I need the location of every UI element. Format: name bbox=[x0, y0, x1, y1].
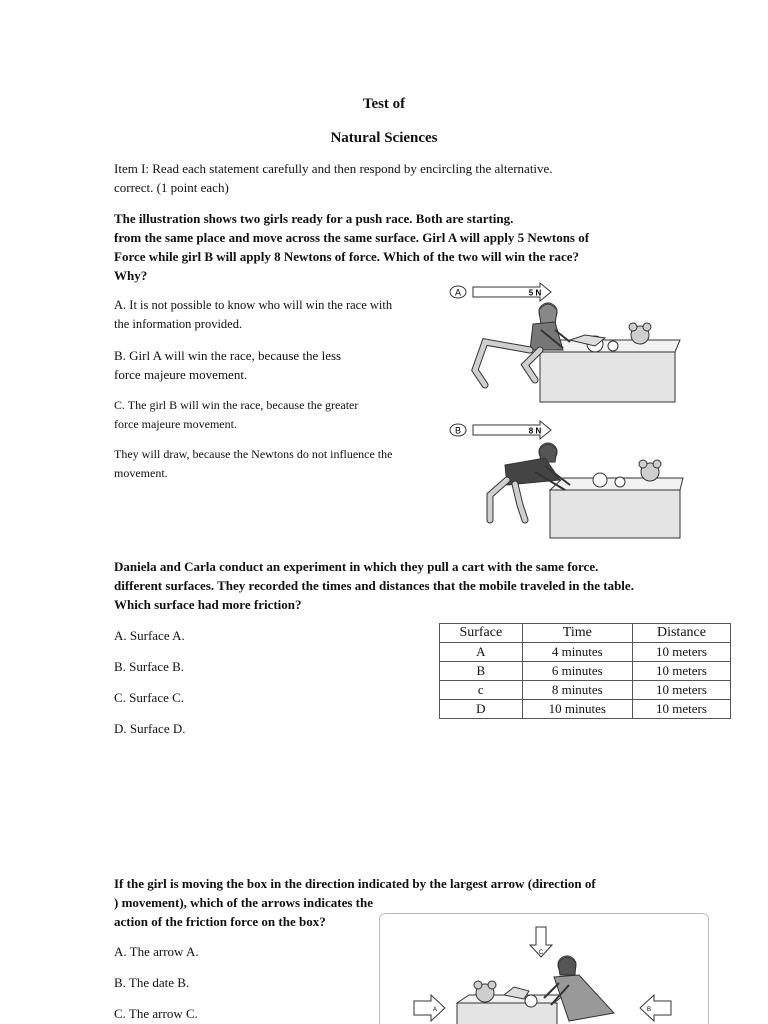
push-race-illustration bbox=[445, 280, 685, 540]
table-row bbox=[440, 700, 731, 719]
instructions bbox=[114, 159, 553, 197]
cell-time: 4 minutes bbox=[522, 643, 632, 662]
option-line: B. Girl A will win the race, because the less bbox=[114, 348, 342, 363]
q2-option-c[interactable]: C. Surface C. bbox=[114, 690, 185, 705]
stem-line: action of the friction force on the box? bbox=[114, 914, 326, 929]
cell-distance: 10 meters bbox=[632, 681, 730, 700]
cell-time: 10 minutes bbox=[522, 700, 632, 719]
stem-line: Which surface had more friction? bbox=[114, 597, 302, 612]
arrow-b-label: B bbox=[646, 1007, 652, 1013]
stem-line: different surfaces. They recorded the times and distances that the mobile traveled in the table. bbox=[114, 578, 634, 593]
table-header-row bbox=[440, 624, 731, 643]
stem-line: Why? bbox=[114, 268, 148, 283]
table-row bbox=[440, 643, 731, 662]
girl-a-drawing bbox=[475, 303, 680, 402]
arrow-a-force: 5 N bbox=[528, 288, 542, 298]
arrow-a-label: A bbox=[454, 287, 462, 298]
cell-distance: 10 meters bbox=[632, 662, 730, 681]
cell-surface: B bbox=[440, 662, 523, 681]
option-line: movement. bbox=[114, 466, 168, 480]
header-surface: Surface bbox=[440, 624, 523, 643]
table-row bbox=[440, 681, 731, 700]
option-line: the information provided. bbox=[114, 317, 243, 331]
stem-line: Daniela and Carla conduct an experiment in which they pull a cart with the same force. bbox=[114, 559, 599, 574]
girl-b-drawing bbox=[490, 443, 683, 538]
arrow-b bbox=[640, 995, 671, 1021]
q3-option-c[interactable]: C. The arrow C. bbox=[114, 1006, 198, 1021]
cell-surface: D bbox=[440, 700, 523, 719]
q2-stem bbox=[114, 557, 634, 614]
friction-arrows-illustration bbox=[379, 913, 709, 1024]
stem-line: Force while girl B will apply 8 Newtons of force. Which of the two will win the race? bbox=[114, 249, 580, 264]
q3-option-b[interactable]: B. The date B. bbox=[114, 975, 190, 990]
cell-surface: A bbox=[440, 643, 523, 662]
stem-line: ) movement), which of the arrows indicates the bbox=[114, 895, 373, 910]
q1-option-a[interactable] bbox=[114, 296, 392, 334]
q1-stem bbox=[114, 209, 589, 285]
option-line: force majeure movement. bbox=[114, 417, 237, 431]
arrow-c bbox=[530, 927, 552, 957]
girl-box-drawing bbox=[457, 956, 614, 1024]
cell-distance: 10 meters bbox=[632, 700, 730, 719]
force-arrow-b bbox=[450, 421, 551, 439]
arrow-b-label: B bbox=[454, 425, 462, 436]
instruction-line: correct. (1 point each) bbox=[114, 180, 229, 195]
friction-data-table bbox=[439, 623, 731, 719]
arrow-b-force: 8 N bbox=[528, 426, 542, 436]
instruction-line: Item I: Read each statement carefully and then respond by encircling the alternative. bbox=[114, 161, 553, 176]
document-title: Test of bbox=[362, 96, 406, 112]
option-line: A. It is not possible to know who will win the race with bbox=[114, 298, 393, 312]
stem-line: from the same place and move across the same surface. Girl A will apply 5 Newtons of bbox=[114, 230, 590, 245]
arrow-a bbox=[414, 995, 445, 1021]
stem-line: If the girl is moving the box in the direction indicated by the largest arrow (direction of bbox=[114, 876, 596, 891]
arrow-a-label: A bbox=[432, 1007, 438, 1013]
force-arrow-a bbox=[450, 283, 551, 301]
option-line: They will draw, because the Newtons do not influence the bbox=[114, 447, 393, 461]
option-line: C. The girl B will win the race, because the greater bbox=[114, 398, 359, 412]
cell-surface: c bbox=[440, 681, 523, 700]
arrow-c-label: C bbox=[538, 950, 544, 956]
document-subtitle: Natural Sciences bbox=[330, 130, 438, 146]
q1-option-d[interactable] bbox=[114, 445, 392, 483]
option-line: force majeure movement. bbox=[114, 367, 248, 382]
q1-option-c[interactable] bbox=[114, 396, 358, 434]
q3-option-a[interactable]: A. The arrow A. bbox=[114, 944, 199, 959]
table-row bbox=[440, 662, 731, 681]
stem-line: The illustration shows two girls ready for a push race. Both are starting. bbox=[114, 211, 514, 226]
cell-time: 6 minutes bbox=[522, 662, 632, 681]
cell-time: 8 minutes bbox=[522, 681, 632, 700]
header-time: Time bbox=[522, 624, 632, 643]
q2-option-d[interactable]: D. Surface D. bbox=[114, 721, 186, 736]
q1-option-b[interactable] bbox=[114, 346, 341, 384]
q2-option-a[interactable]: A. Surface A. bbox=[114, 628, 185, 643]
q2-option-b[interactable]: B. Surface B. bbox=[114, 659, 185, 674]
header-distance: Distance bbox=[632, 624, 730, 643]
cell-distance: 10 meters bbox=[632, 643, 730, 662]
